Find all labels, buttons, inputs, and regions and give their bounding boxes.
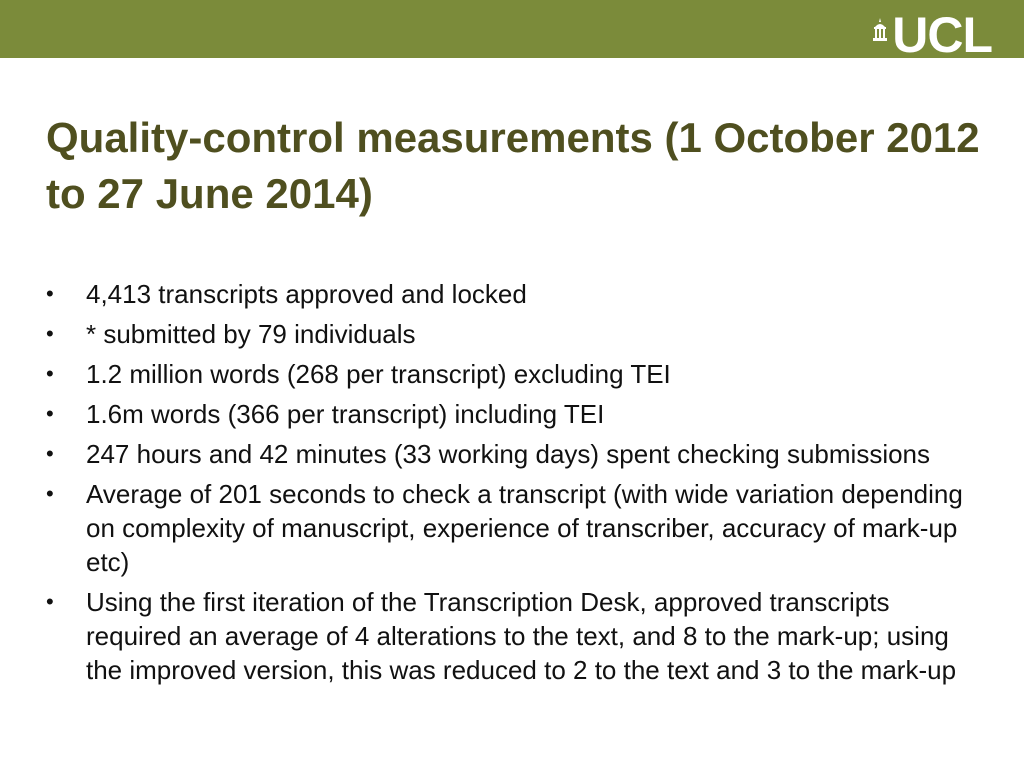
slide-title: Quality-control measurements (1 October 2012 to 27 June 2014) xyxy=(46,114,980,217)
bullet-text: 1.6m words (366 per transcript) including TEI xyxy=(86,399,605,429)
bullet-text: Using the first iteration of the Transcription Desk, approved transcripts required an average of 4 alterations to the text, and 8 to the mark-up; using the improved version, this was reduced to 2 to the text and 3 to the mark-up xyxy=(86,587,957,685)
bullet-item xyxy=(42,437,982,471)
bullet-marker: • xyxy=(46,321,54,346)
bullet-item xyxy=(42,357,982,391)
bullet-marker: • xyxy=(46,401,54,426)
bullet-item xyxy=(42,277,982,311)
bullet-text: 4,413 transcripts approved and locked xyxy=(86,279,527,309)
bullet-text: * submitted by 79 individuals xyxy=(86,319,416,349)
bullet-marker: • xyxy=(46,589,54,614)
logo-text: UCL xyxy=(892,7,992,63)
ucl-logo xyxy=(872,7,992,63)
bullet-marker: • xyxy=(46,441,54,466)
bullet-text: 1.2 million words (268 per transcript) excluding TEI xyxy=(86,359,671,389)
bullet-marker: • xyxy=(46,361,54,386)
header-bar xyxy=(0,0,1024,63)
bullet-marker: • xyxy=(46,281,54,306)
portico-icon xyxy=(872,18,888,42)
bullet-text: 247 hours and 42 minutes (33 working days) spent checking submissions xyxy=(86,439,931,469)
bullet-list xyxy=(42,277,982,693)
bullet-item xyxy=(42,585,982,687)
bullet-marker: • xyxy=(46,481,54,506)
bullet-item xyxy=(42,317,982,351)
bullet-item xyxy=(42,477,982,579)
bullet-item xyxy=(42,397,982,431)
bullet-text: Average of 201 seconds to check a transcript (with wide variation depending on complexity of manuscript, experience of transcriber, accuracy of mark-up etc) xyxy=(86,479,963,577)
